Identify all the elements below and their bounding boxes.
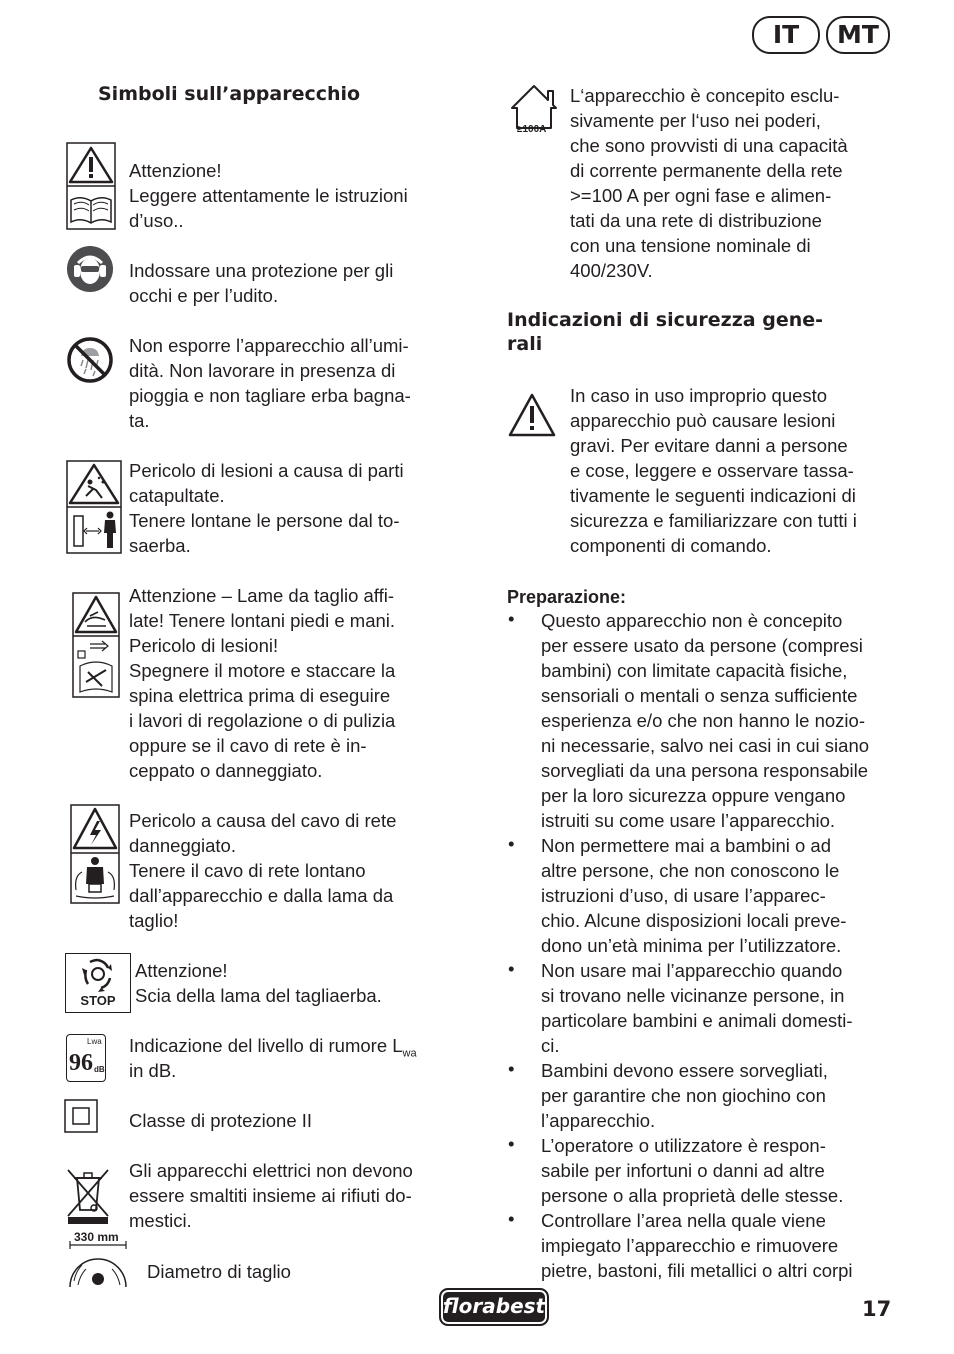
bullet-3-line-2: si trovano nelle vicinanze persone, in [541, 985, 845, 1006]
humidity-line-1: Non esporre l’apparecchio all’umi- [129, 335, 409, 356]
bullet-5-mark: • [508, 1133, 515, 1154]
warning-read-line-2: Leggere attentamente le istruzioni [129, 185, 408, 206]
bullet-5-line-3: persone o alla proprietà delle stesse. [541, 1185, 844, 1206]
house-line-1: L‘apparecchio è concepito esclu- [570, 85, 840, 106]
noise-unit: dB [94, 1065, 105, 1074]
safety-title-line-1: Indicazioni di sicurezza gene- [507, 309, 824, 331]
bullet-1-line-6: ni necessarie, salvo nei casi in cui siano [541, 735, 870, 756]
bullet-2-line-2: altre persone, che non conoscono le [541, 860, 840, 881]
blades-line-4: Spegnere il motore e staccare la [129, 660, 396, 681]
house-line-7: con una tensione nominale di [570, 235, 811, 256]
eye-ear-protection-icon [66, 245, 114, 293]
preparation-title: Preparazione: [507, 587, 627, 607]
safety-title-line-2: rali [507, 333, 543, 355]
diameter-text: Diametro di taglio [147, 1261, 291, 1282]
bullet-3-mark: • [508, 958, 515, 979]
page-number: 17 [862, 1297, 892, 1321]
blades-line-1: Attenzione – Lame da taglio affi- [129, 585, 394, 606]
house-line-6: tati da una rete di distribuzione [570, 210, 822, 231]
blades-line-2: late! Tenere lontani piedi e mani. [129, 610, 396, 631]
cable-line-5: taglio! [129, 910, 179, 931]
cable-line-4: dall’apparecchio e dalla lama da [129, 885, 394, 906]
house-line-3: che sono provvisti di una capacità [570, 135, 848, 156]
warning-read-line-1: Attenzione! [129, 160, 222, 181]
bullet-6-line-2: impiegato l’apparecchio e rimuovere [541, 1235, 839, 1256]
cable-line-3: Tenere il cavo di rete lontano [129, 860, 366, 881]
house-line-4: di corrente permanente della rete [570, 160, 843, 181]
blade-trail-line-2: Scia della lama del tagliaerba. [135, 985, 382, 1006]
protection-line-2: occhi e per l’udito. [129, 285, 279, 306]
bullet-6-line-1: Controllare l’area nella quale viene [541, 1210, 826, 1231]
intro-line-7: componenti di comando. [570, 535, 772, 556]
rotating-blade-icon [66, 954, 130, 994]
bullet-2-line-1: Non permettere mai a bambini o ad [541, 835, 831, 856]
bullet-4-mark: • [508, 1058, 515, 1079]
blades-line-3: Pericolo di lesioni! [129, 635, 279, 656]
noise-lwa-label: Lwa [87, 1037, 102, 1046]
bullet-1-line-3: bambini) con limitate capacità fisiche, [541, 660, 848, 681]
disposal-line-3: mestici. [129, 1210, 192, 1231]
cutting-diameter-icon [66, 1231, 130, 1289]
florabest-logo [439, 1288, 549, 1326]
noise-line-2: in dB. [129, 1060, 177, 1081]
sharp-blade-unplug-icon [72, 592, 120, 698]
house-line-8: 400/230V. [570, 260, 653, 281]
blade-trail-stop-icon [65, 953, 131, 1013]
no-rain-icon [66, 336, 114, 384]
disposal-line-1: Gli apparecchi elettrici non devono [129, 1160, 413, 1181]
house-line-2: sivamente per l‘uso nei poderi, [570, 110, 821, 131]
humidity-line-2: dità. Non lavorare in presenza di [129, 360, 396, 381]
bullet-1-line-8: per la loro sicurezza oppure vengano [541, 785, 846, 806]
bullet-5-line-2: sabile per infortuni o danni ad altre [541, 1160, 825, 1181]
noise-level-icon [66, 1034, 106, 1082]
protection-class-ii-icon [64, 1099, 98, 1133]
bullet-6-mark: • [508, 1208, 515, 1229]
bullet-6-line-3: pietre, bastoni, fili metallici o altri corpi [541, 1260, 853, 1281]
bullet-4-line-2: per garantire che non giochino con [541, 1085, 826, 1106]
projectiles-line-4: saerba. [129, 535, 191, 556]
disposal-line-2: essere smaltiti insieme ai rifiuti do- [129, 1185, 412, 1206]
crossed-bin-icon [64, 1166, 112, 1226]
bullet-4-line-1: Bambini devono essere sorvegliati, [541, 1060, 828, 1081]
bullet-1-line-5: esperienza e/o che non hanno le nozio- [541, 710, 865, 731]
projectiles-line-1: Pericolo di lesioni a causa di parti [129, 460, 404, 481]
intro-line-1: In caso in uso improprio questo [570, 385, 828, 406]
thrown-objects-icon [66, 460, 122, 554]
intro-line-2: apparecchio può causare lesioni [570, 410, 836, 431]
warning-read-line-3: d’uso.. [129, 210, 184, 231]
house-line-5: >=100 A per ogni fase e alimen- [570, 185, 832, 206]
bullet-2-line-5: dono un’età minima per l’utilizzatore. [541, 935, 842, 956]
cable-line-1: Pericolo a causa del cavo di rete [129, 810, 397, 831]
bullet-5-line-1: L’operatore o utilizzatore è respon- [541, 1135, 826, 1156]
noise-value: 96 [69, 1050, 93, 1076]
blades-line-5: spina elettrica prima di eseguire [129, 685, 391, 706]
warning-read-manual-icon [66, 142, 116, 230]
electric-cable-hazard-icon [70, 804, 120, 904]
projectiles-line-3: Tenere lontane le persone dal to- [129, 510, 400, 531]
intro-line-5: tivamente le seguenti indicazioni di [570, 485, 856, 506]
blades-line-7: oppure se il cavo di rete è in- [129, 735, 367, 756]
bullet-1-line-4: sensoriali o mentali o senza sufficiente [541, 685, 858, 706]
blades-line-6: i lavori di regolazione o di pulizia [129, 710, 396, 731]
house-100a-label: ≥100A [517, 124, 547, 135]
bullet-1-line-7: sorvegliati da una persona responsabile [541, 760, 869, 781]
intro-line-3: gravi. Per evitare danni a persone [570, 435, 848, 456]
protection-class-text: Classe di protezione II [129, 1110, 313, 1131]
section-title-symbols: Simboli sull’apparecchio [98, 83, 361, 105]
intro-line-4: e cose, leggere e osservare tassa- [570, 460, 854, 481]
brand-wordmark: florabest [442, 1294, 546, 1318]
diameter-circle-icon [66, 1231, 130, 1289]
bullet-2-mark: • [508, 833, 515, 854]
bullet-1-line-1: Questo apparecchio non è concepito [541, 610, 843, 631]
projectiles-line-2: catapultate. [129, 485, 225, 506]
bullet-4-line-3: l’apparecchio. [541, 1110, 656, 1131]
bullet-1-line-2: per essere usato da persone (compresi [541, 635, 863, 656]
cable-line-2: danneggiato. [129, 835, 236, 856]
bullet-2-line-3: istruzioni d’uso, di usare l’apparec- [541, 885, 826, 906]
humidity-line-3: pioggia e non tagliare erba bagna- [129, 385, 411, 406]
diameter-value: 330 mm [74, 1230, 119, 1244]
stop-label: STOP [80, 993, 116, 1008]
bullet-1-mark: • [508, 608, 515, 629]
bullet-1-line-9: istruiti su come usare l’apparecchio. [541, 810, 836, 831]
noise-line-1-text: Indicazione del livello di rumore L [129, 1035, 403, 1056]
bullet-3-line-1: Non usare mai l’apparecchio quando [541, 960, 843, 981]
bullet-2-line-4: chio. Alcune disposizioni locali preve- [541, 910, 847, 931]
noise-subscript: wa [402, 1047, 417, 1060]
blade-trail-line-1: Attenzione! [135, 960, 228, 981]
protection-line-1: Indossare una protezione per gli [129, 260, 394, 281]
lang-badge-mt: MT [826, 16, 890, 54]
humidity-line-4: ta. [129, 410, 150, 431]
warning-triangle-icon [507, 392, 557, 438]
intro-line-6: sicurezza e familiarizzare con tutti i [570, 510, 857, 531]
blades-line-8: ceppato o danneggiato. [129, 760, 323, 781]
lang-badge-it: IT [752, 16, 820, 54]
bullet-3-line-3: particolare bambini e animali domesti- [541, 1010, 853, 1031]
bullet-3-line-4: ci. [541, 1035, 560, 1056]
